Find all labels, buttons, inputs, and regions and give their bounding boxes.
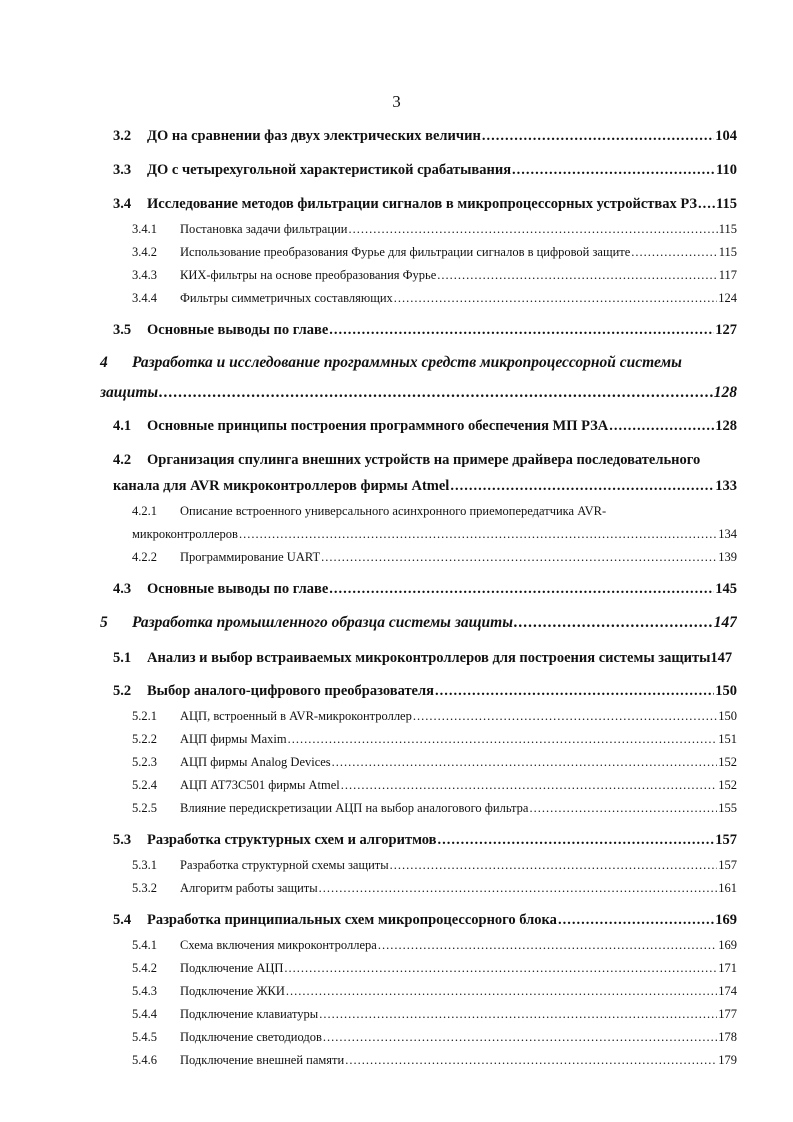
toc-entry-number: 5.3 <box>113 832 132 848</box>
toc-entry-3-4[interactable] <box>113 196 737 213</box>
toc-entry-title: Разработка принципиальных схем микропроцессорного блока <box>147 912 557 928</box>
toc-entry-number: 5.2 <box>113 683 132 699</box>
toc-entry-number: 5.4 <box>113 912 132 928</box>
toc-entry-number: 5.2.3 <box>132 755 157 769</box>
toc-entry-4-3[interactable] <box>113 581 737 598</box>
toc-entry-page: 127 <box>715 322 737 338</box>
dot-leader <box>450 478 714 495</box>
toc-entry-3-5[interactable] <box>113 322 737 339</box>
toc-entry-number: 4 <box>100 354 108 371</box>
dot-leader <box>378 938 717 953</box>
toc-entry-title: КИХ-фильтры на основе преобразования Фурье <box>180 268 437 282</box>
toc-entry-title: Схема включения микроконтроллера <box>180 938 377 952</box>
dot-leader <box>284 961 717 976</box>
toc-entry-number: 3.4.3 <box>132 268 157 282</box>
page-number: 3 <box>392 92 401 111</box>
toc-entry-3-4-2[interactable] <box>132 245 737 260</box>
toc-entry-number: 3.4 <box>113 196 132 212</box>
dot-leader <box>345 1053 717 1068</box>
toc-entry-4-2-2[interactable] <box>132 550 737 565</box>
toc-entry-4-2-line1[interactable] <box>113 452 700 469</box>
toc-entry-page: 169 <box>718 938 737 952</box>
toc-entry-title: микроконтроллеров <box>132 527 238 541</box>
toc-entry-3-4-4[interactable] <box>132 291 737 306</box>
toc-entry-page: 115 <box>718 222 737 236</box>
toc-entry-number: 4.1 <box>113 418 132 434</box>
toc-entry-number: 5.1 <box>113 650 132 666</box>
dot-leader <box>394 291 717 306</box>
toc-entry-5-4[interactable] <box>113 912 737 929</box>
toc-entry-number: 5.4.5 <box>132 1030 157 1044</box>
toc-entry-number: 5.4.3 <box>132 984 157 998</box>
toc-entry-number: 4.2.2 <box>132 550 157 564</box>
toc-entry-page: 177 <box>718 1007 737 1021</box>
dot-leader <box>512 162 715 179</box>
toc-entry-number: 5.4.2 <box>132 961 157 975</box>
dot-leader <box>288 732 718 747</box>
toc-entry-title: защиты <box>100 384 159 401</box>
toc-entry-5-2-5[interactable] <box>132 801 737 816</box>
toc-entry-title: Основные принципы построения программного обеспечения МП РЗА <box>147 418 609 434</box>
dot-leader <box>437 268 717 283</box>
dot-leader <box>286 984 717 999</box>
dot-leader <box>159 384 713 402</box>
toc-entry-5-4-1[interactable] <box>132 938 737 953</box>
toc-entry-page: 150 <box>718 709 737 723</box>
toc-entry-page: 178 <box>718 1030 737 1044</box>
toc-entry-title: АЦП фирмы Analog Devices <box>180 755 331 769</box>
toc-entry-title: Влияние передискретизации АЦП на выбор аналогового фильтра <box>180 801 529 815</box>
toc-entry-title: Подключение АЦП <box>180 961 284 975</box>
toc-chapter-4-line2[interactable] <box>100 384 737 402</box>
toc-entry-page: 161 <box>718 881 737 895</box>
toc-entry-5-2[interactable] <box>113 683 737 700</box>
toc-entry-5-4-3[interactable] <box>132 984 737 999</box>
toc-entry-page: 134 <box>718 527 737 541</box>
dot-leader <box>323 1030 717 1045</box>
dot-leader <box>482 128 714 145</box>
toc-entry-title: Фильтры симметричных составляющих <box>180 291 393 305</box>
toc-entry-title: Постановка задачи фильтрации <box>180 222 348 236</box>
dot-leader <box>438 832 715 849</box>
toc-entry-title: Анализ и выбор встраиваемых микроконтроллеров для построения системы защиты <box>147 650 711 666</box>
toc-entry-title: Исследование методов фильтрации сигналов в микропроцессорных устройствах РЗ <box>147 196 698 212</box>
toc-entry-3-4-1[interactable] <box>132 222 737 237</box>
toc-entry-number: 5.2.4 <box>132 778 157 792</box>
toc-entry-number: 5.2.2 <box>132 732 157 746</box>
toc-entry-page: 104 <box>715 128 737 144</box>
dot-leader <box>341 778 718 793</box>
toc-entry-number: 3.4.2 <box>132 245 157 259</box>
toc-entry-5-2-3[interactable] <box>132 755 737 770</box>
toc-entry-page: 174 <box>718 984 737 998</box>
toc-entry-title: Разработка структурной схемы защиты <box>180 858 389 872</box>
toc-entry-title: АЦП AT73C501 фирмы Atmel <box>180 778 340 792</box>
toc-entry-title: АЦП, встроенный в AVR-микроконтроллер <box>180 709 412 723</box>
toc-entry-number: 3.4.1 <box>132 222 157 236</box>
toc-entry-5-4-4[interactable] <box>132 1007 737 1022</box>
dot-leader <box>514 614 713 632</box>
toc-entry-5-2-4[interactable] <box>132 778 737 793</box>
toc-entry-title: Алгоритм работы защиты <box>180 881 318 895</box>
toc-entry-5-3-1[interactable] <box>132 858 737 873</box>
toc-entry-title: Разработка структурных схем и алгоритмов <box>147 832 437 848</box>
toc-entry-page: 147 <box>710 650 733 666</box>
toc-entry-title: Подключение светодиодов <box>180 1030 322 1044</box>
toc-entry-title: АЦП фирмы Maxim <box>180 732 287 746</box>
dot-leader <box>390 858 718 873</box>
toc-entry-4-1[interactable] <box>113 418 737 435</box>
dot-leader <box>329 322 714 339</box>
toc-entry-title: ДО с четырехугольной характеристикой срабатывания <box>147 162 512 178</box>
toc-entry-title: Организация спулинга внешних устройств на примере драйвера последовательного <box>147 452 701 468</box>
toc-entry-5-4-6[interactable] <box>132 1053 737 1068</box>
toc-entry-page: 151 <box>718 732 737 746</box>
toc-entry-title: Основные выводы по главе <box>147 581 329 597</box>
toc-entry-page: 110 <box>716 162 737 178</box>
toc-entry-page: 128 <box>713 384 737 401</box>
toc-entry-title: Описание встроенного универсального асинхронного приемопередатчика AVR- <box>180 504 607 518</box>
toc-entry-page: 169 <box>715 912 737 928</box>
toc-chapter-5[interactable] <box>100 614 737 632</box>
toc-entry-page: 150 <box>715 683 737 699</box>
toc-entry-page: 171 <box>718 961 737 975</box>
toc-entry-3-2[interactable] <box>113 128 737 145</box>
dot-leader <box>698 196 715 213</box>
toc-entry-5-2-2[interactable] <box>132 732 737 747</box>
toc-entry-number: 3.3 <box>113 162 132 178</box>
toc-entry-title: Разработка промышленного образца системы защиты <box>132 614 513 631</box>
dot-leader <box>329 581 714 598</box>
toc-entry-page: 152 <box>718 755 737 769</box>
toc-entry-title: Подключение клавиатуры <box>180 1007 319 1021</box>
toc-entry-title: Подключение ЖКИ <box>180 984 285 998</box>
toc-entry-page: 115 <box>716 196 737 212</box>
toc-entry-page: 145 <box>715 581 737 597</box>
toc-entry-page: 128 <box>715 418 737 434</box>
toc-entry-3-4-3[interactable] <box>132 268 737 283</box>
toc-entry-number: 5.3.2 <box>132 881 157 895</box>
dot-leader <box>558 912 714 929</box>
toc-entry-page: 179 <box>718 1053 737 1067</box>
dot-leader <box>609 418 714 435</box>
toc-entry-title: Разработка и исследование программных средств микропроцессорной системы <box>132 354 682 371</box>
toc-entry-number: 5.4.4 <box>132 1007 157 1021</box>
toc-entry-number: 5.2.5 <box>132 801 157 815</box>
toc-entry-page: 152 <box>718 778 737 792</box>
toc-entry-5-1[interactable] <box>113 650 737 667</box>
toc-entry-page: 155 <box>718 801 737 815</box>
toc-entry-page: 117 <box>718 268 737 282</box>
toc-entry-4-2-1-line2[interactable] <box>132 527 737 542</box>
toc-entry-4-2-1-line1[interactable] <box>132 504 606 519</box>
toc-entry-title: Выбор аналого-цифрового преобразователя <box>147 683 434 699</box>
toc-entry-page: 115 <box>718 245 737 259</box>
dot-leader <box>413 709 717 724</box>
toc-entry-title: канала для AVR микроконтроллеров фирмы Atmel <box>113 478 450 494</box>
toc-entry-3-3[interactable] <box>113 162 737 179</box>
toc-entry-number: 5.2.1 <box>132 709 157 723</box>
dot-leader <box>319 1007 717 1022</box>
toc-entry-number: 5.3.1 <box>132 858 157 872</box>
toc-entry-title: Программирование UART <box>180 550 321 564</box>
toc-entry-title: ДО на сравнении фаз двух электрических величин <box>147 128 481 144</box>
toc-entry-page: 139 <box>718 550 737 564</box>
dot-leader <box>321 550 717 565</box>
dot-leader <box>529 801 717 816</box>
toc-entry-5-4-2[interactable] <box>132 961 737 976</box>
toc-entry-number: 5.4.6 <box>132 1053 157 1067</box>
toc-entry-number: 5.4.1 <box>132 938 157 952</box>
toc-entry-title: Использование преобразования Фурье для фильтрации сигналов в цифровой защите <box>180 245 631 259</box>
toc-entry-5-3[interactable] <box>113 832 737 849</box>
toc-entry-page: 124 <box>718 291 737 305</box>
toc-entry-number: 4.2.1 <box>132 504 157 518</box>
toc-entry-4-2-line2[interactable] <box>113 478 737 495</box>
toc-entry-number: 3.5 <box>113 322 132 338</box>
toc-entry-page: 157 <box>715 832 737 848</box>
toc-entry-page: 157 <box>718 858 737 872</box>
toc-entry-number: 4.3 <box>113 581 132 597</box>
dot-leader <box>435 683 714 700</box>
toc-chapter-4-line1[interactable] <box>100 354 682 372</box>
dot-leader <box>332 755 718 770</box>
toc-entry-number: 3.4.4 <box>132 291 157 305</box>
toc-entry-number: 5 <box>100 614 108 631</box>
dot-leader <box>319 881 718 896</box>
toc-entry-title: Подключение внешней памяти <box>180 1053 345 1067</box>
toc-entry-page: 147 <box>713 614 737 631</box>
toc-entry-number: 4.2 <box>113 452 132 468</box>
toc-entry-title: Основные выводы по главе <box>147 322 329 338</box>
toc-entry-5-2-1[interactable] <box>132 709 737 724</box>
toc-entry-5-4-5[interactable] <box>132 1030 737 1045</box>
dot-leader <box>239 527 717 542</box>
toc-entry-number: 3.2 <box>113 128 132 144</box>
toc-entry-page: 133 <box>715 478 737 494</box>
toc-entry-5-3-2[interactable] <box>132 881 737 896</box>
dot-leader <box>348 222 717 237</box>
dot-leader <box>631 245 717 260</box>
